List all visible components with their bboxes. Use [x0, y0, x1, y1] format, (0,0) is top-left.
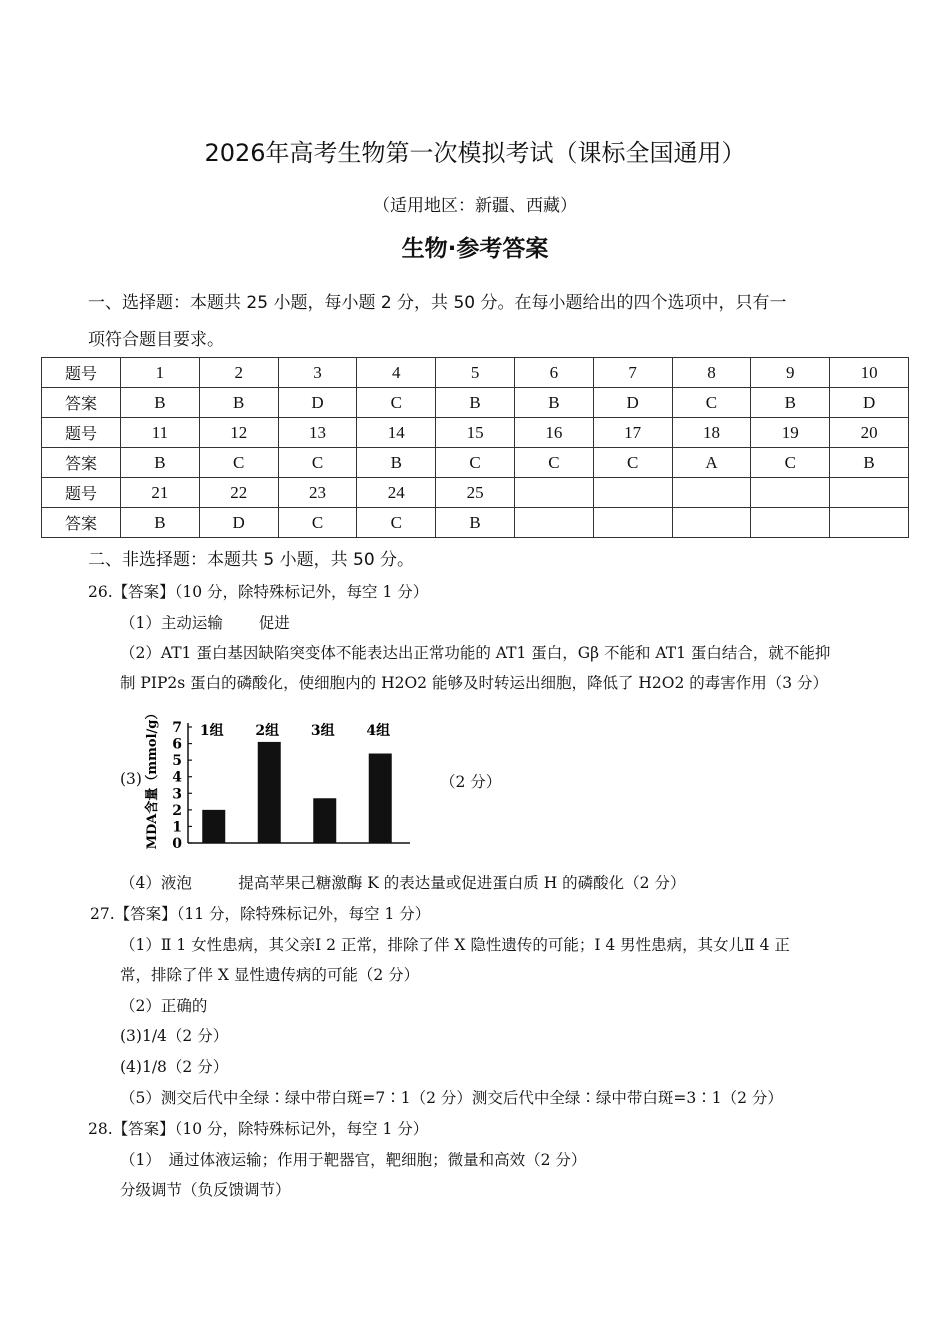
table-cell: 22	[199, 478, 278, 508]
bar-1	[202, 810, 225, 843]
table-cell: 9	[751, 358, 830, 388]
q27-part1-line1: （1）Ⅱ 1 女性患病，其父亲Ⅰ 2 正常，排除了伴 X 隐性遗传的可能；Ⅰ 4 男性患病，其女儿Ⅱ 4 正	[120, 936, 790, 954]
table-cell: 18	[672, 418, 751, 448]
table-cell: 24	[357, 478, 436, 508]
q26-part4: （4）液泡 提高苹果己糖激酶 K 的表达量或促进蛋白质 H 的磷酸化（2 分）	[120, 874, 686, 892]
table-cell: B	[121, 448, 200, 478]
page-title: 2026年高考生物第一次模拟考试（课标全国通用）	[204, 139, 746, 167]
table-cell: 1	[121, 358, 200, 388]
table-cell: 7	[593, 358, 672, 388]
table-row-answer	[42, 508, 909, 538]
table-cell: 23	[278, 478, 357, 508]
table-row-question	[42, 478, 909, 508]
table-cell: B	[830, 448, 909, 478]
chart-category-labels	[200, 722, 390, 739]
table-cell: B	[436, 388, 515, 418]
q27-header: 27.【答案】（11 分，除特殊标记外，每空 1 分）	[90, 905, 431, 923]
table-cell: 2	[199, 358, 278, 388]
table-cell: 11	[121, 418, 200, 448]
table-cell: C	[278, 508, 357, 538]
q26-part3-label: (3)	[120, 770, 142, 788]
table-cell: B	[751, 388, 830, 418]
table-row-answer	[42, 388, 909, 418]
q26-part1: （1）主动运输 促进	[120, 614, 290, 632]
table-cell: B	[436, 508, 515, 538]
category-label: 1组	[199, 723, 224, 739]
table-cell: 8	[672, 358, 751, 388]
y-tick-label: 0	[172, 836, 182, 852]
q26-part3-score: （2 分）	[440, 773, 502, 791]
table-cell: 21	[121, 478, 200, 508]
table-cell	[672, 508, 751, 538]
section1-line2: 项符合题目要求。	[88, 330, 224, 350]
q28-part2: 分级调节（负反馈调节）	[120, 1181, 291, 1199]
table-cell: 5	[436, 358, 515, 388]
q27-part5: （5）测交后代中全绿∶绿中带白斑=7∶1（2 分）测交后代中全绿∶绿中带白斑=3∶1（2 分）	[120, 1089, 783, 1107]
table-cell: B	[357, 448, 436, 478]
row-label: 答案	[42, 448, 121, 478]
table-cell: 19	[751, 418, 830, 448]
table-cell: B	[121, 508, 200, 538]
y-tick-label: 2	[172, 802, 182, 819]
table-cell	[830, 478, 909, 508]
table-cell: 20	[830, 418, 909, 448]
table-cell: 14	[357, 418, 436, 448]
section1-line1: 一、选择题：本题共 25 小题，每小题 2 分，共 50 分。在每小题给出的四个选项中，只有一	[88, 293, 787, 313]
page-subtitle: （适用地区：新疆、西藏）	[373, 196, 577, 216]
table-cell: C	[278, 448, 357, 478]
bar-2	[258, 742, 281, 843]
table-row-answer	[42, 448, 909, 478]
table-cell: B	[514, 388, 593, 418]
q26-header: 26.【答案】（10 分，除特殊标记外，每空 1 分）	[88, 583, 429, 601]
q27-part2: （2）正确的	[120, 997, 208, 1015]
table-cell: C	[514, 448, 593, 478]
category-label: 2组	[255, 723, 280, 739]
document-heading: 生物·参考答案	[401, 236, 549, 262]
table-cell: D	[830, 388, 909, 418]
table-cell: 4	[357, 358, 436, 388]
q26-part2-line1: （2）AT1 蛋白基因缺陷突变体不能表达出正常功能的 AT1 蛋白，Gβ 不能和 AT1 蛋白结合，就不能抑	[120, 644, 831, 662]
table-cell: C	[593, 448, 672, 478]
section2-heading: 二、非选择题：本题共 5 小题，共 50 分。	[88, 550, 415, 570]
y-tick-label: 7	[172, 720, 182, 736]
table-cell	[751, 478, 830, 508]
q28-part1: （1） 通过体液运输；作用于靶器官，靶细胞；微量和高效（2 分）	[120, 1151, 587, 1169]
table-cell	[514, 478, 593, 508]
row-label: 题号	[42, 418, 121, 448]
row-label: 题号	[42, 358, 121, 388]
table-cell: D	[593, 388, 672, 418]
table-cell	[514, 508, 593, 538]
y-axis-label: MDA含量（mmol/g）	[145, 706, 160, 850]
bar-4	[369, 754, 392, 843]
chart-bars	[202, 742, 392, 843]
table-cell: B	[121, 388, 200, 418]
table-cell: C	[751, 448, 830, 478]
row-label: 答案	[42, 388, 121, 418]
table-cell: 16	[514, 418, 593, 448]
row-label: 答案	[42, 508, 121, 538]
table-cell: 10	[830, 358, 909, 388]
table-cell: C	[436, 448, 515, 478]
y-tick-label: 6	[172, 736, 182, 753]
category-label: 3组	[310, 723, 335, 739]
answer-table	[41, 357, 909, 538]
table-cell: D	[278, 388, 357, 418]
table-cell	[593, 478, 672, 508]
q27-part1-line2: 常，排除了伴 X 显性遗传病的可能（2 分）	[120, 966, 420, 984]
y-tick-label: 5	[172, 753, 182, 770]
table-row-question	[42, 358, 909, 388]
table-cell: 13	[278, 418, 357, 448]
mda-bar-chart	[140, 700, 430, 855]
table-cell	[672, 478, 751, 508]
table-cell: C	[357, 388, 436, 418]
table-cell: 6	[514, 358, 593, 388]
table-cell: 17	[593, 418, 672, 448]
table-cell: A	[672, 448, 751, 478]
y-tick-label: 1	[172, 819, 182, 836]
y-tick-label: 3	[172, 786, 182, 803]
table-cell	[830, 508, 909, 538]
table-cell: D	[199, 508, 278, 538]
table-cell	[751, 508, 830, 538]
q26-part2-line2: 制 PIP2s 蛋白的磷酸化，使细胞内的 H2O2 能够及时转运出细胞，降低了 H2O2 的毒害作用（3 分）	[120, 674, 829, 692]
y-tick-label: 4	[172, 769, 182, 786]
q28-header: 28.【答案】（10 分，除特殊标记外，每空 1 分）	[88, 1120, 429, 1138]
table-cell: C	[357, 508, 436, 538]
q27-part3: (3)1/4（2 分）	[120, 1027, 229, 1045]
table-row-question	[42, 418, 909, 448]
table-cell: 15	[436, 418, 515, 448]
row-label: 题号	[42, 478, 121, 508]
table-cell: C	[672, 388, 751, 418]
table-cell: 12	[199, 418, 278, 448]
table-cell: B	[199, 388, 278, 418]
q27-part4: (4)1/8（2 分）	[120, 1058, 229, 1076]
table-cell: 3	[278, 358, 357, 388]
bar-3	[313, 798, 336, 843]
table-cell: C	[199, 448, 278, 478]
table-cell	[593, 508, 672, 538]
table-cell: 25	[436, 478, 515, 508]
category-label: 4组	[366, 723, 391, 739]
